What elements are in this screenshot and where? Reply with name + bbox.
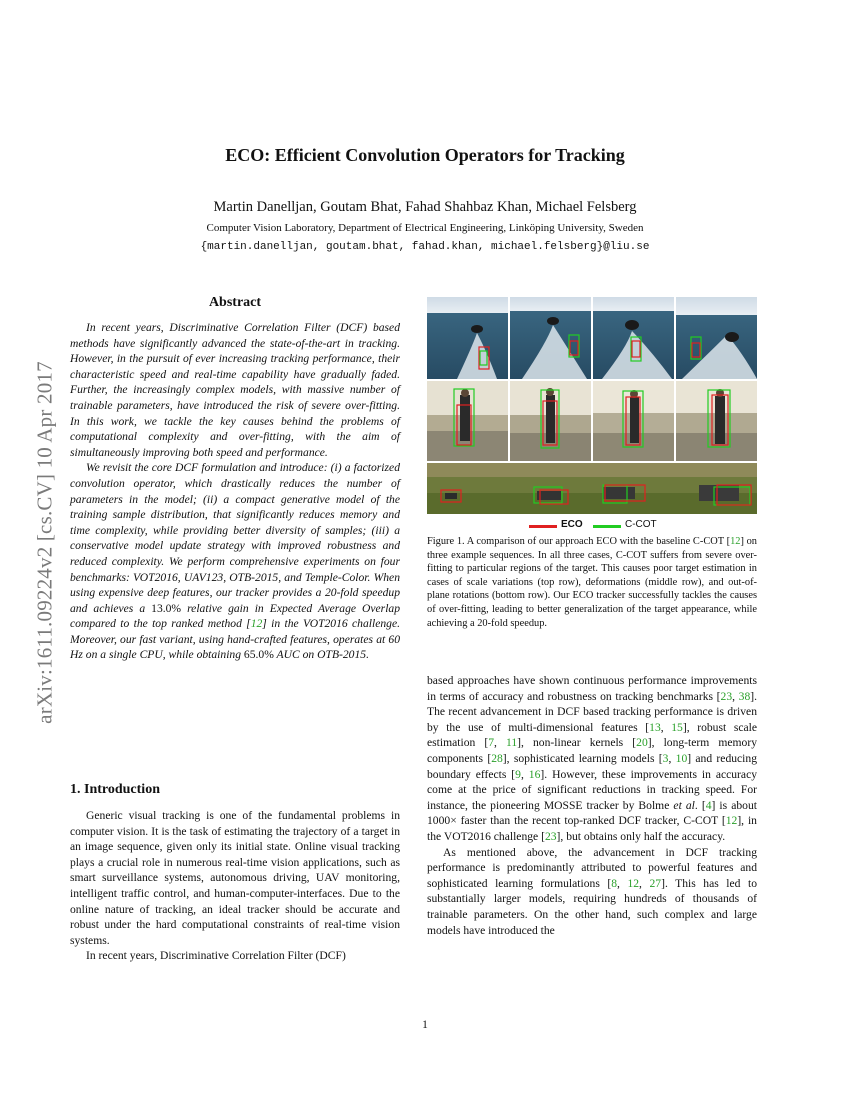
citation-link[interactable]: 38	[738, 689, 751, 703]
indoor-frame-1	[427, 381, 508, 461]
body-text: ,	[617, 876, 628, 890]
author-list: Martin Danelljan, Goutam Bhat, Fahad Shahbaz Khan, Michael Felsberg	[213, 199, 637, 215]
citation-link[interactable]: 4	[705, 798, 712, 812]
body-text-italic: et al	[673, 798, 695, 812]
abstract-paragraph-1: In recent years, Discriminative Correlation Filter (DCF) based methods have significantly advanced the state-of-the-art in tracking. However, in the pursuit of ever increasing tracking performance, their characteristic speed and real-time capability have gradually faded. Further, the increasingly complex models, with massive number of trainable parameters, have introduced the risk of severe over-fitting. In this work, we tackle the key causes behind the problems of computational complexity and over-fitting, with the aim of simultaneously improving both speed and performance.	[70, 321, 400, 459]
abstract-text: ] in the VOT2016 challenge. Moreover, our fast variant, using hand-crafted features, operates at 60 Hz on a single CPU, while obtaining	[70, 617, 400, 662]
page-number: 1	[422, 1019, 428, 1031]
water-frame-3	[593, 297, 674, 379]
abstract-text: AUC on OTB-2015.	[273, 648, 369, 662]
legend-ccot-line	[593, 525, 621, 528]
figure-row-water	[427, 297, 757, 379]
abstract-text: relative gain in Expected Average Overlap compared to the top ranked method [	[70, 601, 401, 631]
body-text: ]. However, these improvements in accuracy come at the price of significant reductions in tracking speed. For instance, the pioneering MOSSE tracker by Bolme	[427, 767, 758, 812]
legend-eco-label: ECO	[561, 519, 583, 530]
right-column-body	[427, 673, 757, 938]
auc-value: 65.0%	[243, 648, 274, 662]
paper-title: ECO: Efficient Convolution Operators for Tracking	[225, 145, 625, 165]
abstract-body	[70, 320, 400, 663]
indoor-frame-2	[510, 381, 591, 461]
figure-1-image	[427, 297, 757, 514]
citation-link[interactable]: 12	[627, 876, 640, 890]
citation-link[interactable]: 13	[649, 720, 661, 734]
citation-link[interactable]: 8	[611, 876, 618, 890]
arxiv-identifier: arXiv:1611.09224v2 [cs.CV] 10 Apr 2017	[32, 361, 57, 724]
figure-1-caption	[427, 535, 757, 630]
affiliation: Computer Vision Laboratory, Department of Electrical Engineering, Linköping University, Sweden	[206, 222, 644, 234]
author-emails: {martin.danelljan, goutam.bhat, fahad.khan, michael.felsberg}@liu.se	[200, 241, 650, 253]
citation-link[interactable]: 23	[720, 689, 733, 703]
caption-text: ] on three example sequences. In all three cases, C-COT suffers from severe over-fitting to particular regions of the target. This causes poor target estimation in cases of scale variations (top row), deformations (middle row), and out-of-plane rotations (bottom row). Our ECO tracker successfully tackles the causes of over-fitting, leading to better generalization of the target appearance, while achieving a 20-fold speedup.	[427, 536, 757, 629]
body-text: based approaches have shown continuous performance improvements in terms of accuracy and robustness on tracking benchmarks [	[427, 674, 757, 703]
indoor-frame-3	[593, 381, 674, 461]
indoor-frame-4	[676, 381, 757, 461]
abstract-paragraph-2	[70, 460, 400, 663]
body-text: ] and reducing boundary effects [	[427, 751, 757, 781]
legend-eco-line	[529, 525, 557, 528]
legend-ccot-label: C-COT	[625, 519, 657, 530]
body-text: . [	[694, 798, 706, 812]
citation-link[interactable]: 12	[725, 814, 738, 828]
citation-link[interactable]: 9	[515, 767, 521, 781]
body-text: ], robust scale estimation [	[427, 720, 757, 750]
body-text: ,	[639, 876, 650, 890]
citation-link[interactable]: 12	[730, 536, 741, 547]
body-text: ], sophisticated learning models [	[502, 751, 663, 765]
body-text: ,	[660, 720, 672, 734]
figure-legend	[527, 519, 727, 533]
body-text: ,	[668, 751, 676, 765]
citation-link[interactable]: 11	[506, 736, 518, 750]
intro-paragraph-1: Generic visual tracking is one of the fundamental problems in computer vision. It is the task of estimating the trajectory of a target in an image sequence, given only its initial state. Online visual tracking plays a crucial role in numerous real-time vision applications, such as smart surveillance systems, autonomous driving, UAV monitoring, intelligent traffic control, and human-computer-interfaces. Due to the online nature of tracking, an ideal tracker should be accurate and robust under the hard computational constraints of real-time vision systems.	[70, 809, 400, 947]
body-text: ,	[520, 767, 529, 781]
citation-link[interactable]: 27	[649, 876, 662, 890]
citation-link[interactable]: 12	[250, 617, 263, 631]
water-frame-2	[510, 297, 591, 379]
introduction-body	[70, 808, 400, 964]
figure-row-road	[427, 463, 757, 514]
body-text: ], long-term memory components [	[427, 736, 757, 765]
citation-link[interactable]: 20	[636, 736, 648, 750]
right-paragraph-1	[427, 673, 757, 845]
citation-link[interactable]: 15	[671, 720, 683, 734]
abstract-text: We revisit the core DCF formulation and introduce: (i) a factorized convolution operator, which drastically reduces the number of parameters in the model; (ii) a compact generative model of the training sample distribution, that significantly reduces memory and time complexity, while providing better diversity of samples; (iii) a conservative model update strategy with improved robustness and reduced complexity. We perform comprehensive experiments on four benchmarks: VOT2016, UAV123, OTB-2015, and Temple-Color. When using expensive deep features, our tracker provides a 20-fold speedup and achieves a	[70, 461, 400, 615]
body-text: ,	[732, 689, 739, 703]
section-heading-introduction: 1. Introduction	[70, 782, 160, 797]
abstract-heading: Abstract	[208, 295, 262, 310]
citation-link[interactable]: 16	[528, 767, 541, 781]
caption-text: Figure 1. A comparison of our approach ECO with the baseline C-COT [	[427, 536, 731, 547]
figure-row-indoor	[427, 381, 757, 461]
body-text: ], in the VOT2016 challenge [	[427, 814, 757, 843]
gain-value: 13.0%	[151, 601, 182, 615]
body-text: ]. The recent advancement in DCF based tracking performance is driven by the use of multi-dimensional features [	[427, 689, 758, 734]
right-paragraph-2	[427, 845, 757, 939]
body-text: ,	[494, 736, 506, 750]
citation-link[interactable]: 3	[662, 751, 669, 765]
water-frame-4	[676, 297, 757, 379]
body-text: ] is about 1000× faster than the recent top-ranked DCF tracker, C-COT [	[427, 798, 757, 828]
body-text: As mentioned above, the advancement in DCF tracking performance is predominantly attributed to powerful features and sophisticated learning formulations [	[427, 845, 757, 890]
water-frame-1	[427, 297, 508, 379]
body-text: ], non-linear kernels [	[517, 736, 637, 750]
citation-link[interactable]: 28	[491, 751, 503, 765]
body-text: ], but obtains only half the accuracy.	[556, 829, 726, 843]
body-text: ]. This has led to substantially larger models, requiring hundreds of thousands of trainable parameters. On the other hand, such complex and large models have introduced the	[427, 876, 757, 937]
intro-paragraph-2: In recent years, Discriminative Correlation Filter (DCF)	[86, 949, 346, 963]
citation-link[interactable]: 10	[675, 751, 688, 765]
citation-link[interactable]: 23	[544, 829, 557, 843]
citation-link[interactable]: 7	[488, 736, 495, 750]
